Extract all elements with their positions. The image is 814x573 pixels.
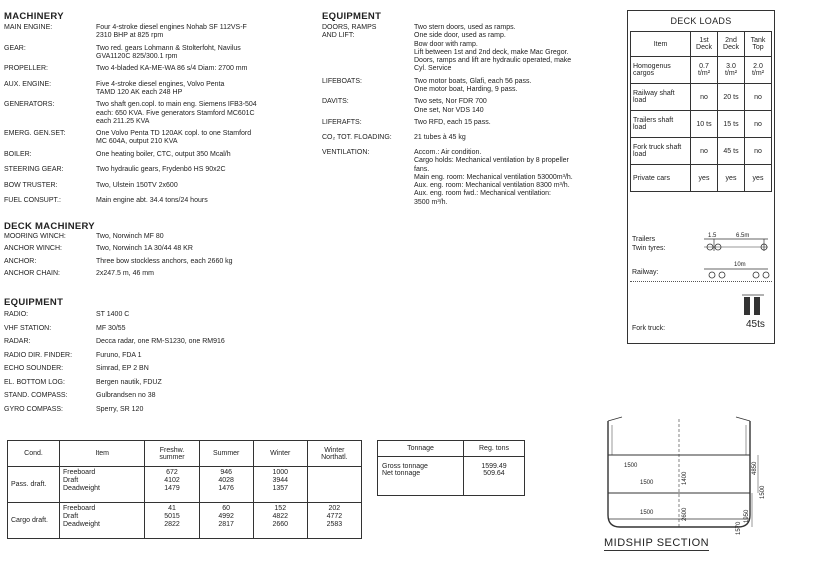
- spec-value-line: One motor boat, Harding, 9 pass.: [414, 86, 518, 94]
- ton-item-net: Net tonnage: [382, 470, 421, 477]
- condition-value: 4102: [164, 477, 180, 484]
- spec-label-line2: AND LIFT:: [322, 32, 355, 40]
- forktruck-load: 45ts: [746, 319, 765, 330]
- deck-load-row: [631, 57, 772, 84]
- spec-value: [96, 338, 225, 346]
- spec-label: EMERG. GEN.SET:: [4, 130, 66, 138]
- spec-value-line: TAMD 120 AK each 248 HP: [96, 88, 183, 96]
- ton-col-item: Tonnage: [378, 441, 464, 457]
- spec-value-line: Lift between 1st and 2nd deck, make Mac Gregor.: [414, 48, 569, 56]
- condition-value: 202: [328, 505, 341, 512]
- spec-value-line: Two 4-bladed KA-ME-WA 86 s/4 Diam: 2700 mm: [96, 65, 248, 73]
- deck-load-cell-tt: no: [745, 138, 772, 165]
- spec-label: ECHO SOUNDER:: [4, 365, 64, 372]
- ton-item-gross: Gross tonnage: [382, 463, 428, 470]
- forktruck-diagram: [740, 291, 770, 321]
- equipment-right-heading: EQUIPMENT: [322, 11, 382, 22]
- condition-value: Freeboard: [63, 505, 96, 512]
- spec-value: [414, 134, 466, 142]
- condition-cell-freshw: [145, 467, 199, 503]
- spec-value-line: Bergen nautik, FDUZ: [96, 378, 162, 386]
- ton-col-value: Reg. tons: [463, 441, 524, 457]
- spec-value-line: Three bow stockless anchors, each 2660 kg: [96, 257, 233, 265]
- condition-cell-items: [60, 503, 145, 539]
- deck-load-cell-tt: no: [745, 84, 772, 111]
- condition-value: 41: [168, 505, 176, 512]
- trailer-dim1: 1.5: [708, 233, 717, 239]
- spec-value: [96, 130, 251, 147]
- dim-9: 1500: [760, 485, 766, 499]
- condition-value: Freeboard: [63, 469, 96, 476]
- spec-value: [96, 151, 231, 159]
- spec-value-line: each: 650 KVA. Five generators Stamford MC601C: [96, 109, 255, 117]
- spec-value: [96, 65, 247, 73]
- spec-value-line: Five 4-stroke diesel engines, Volvo Penta: [96, 80, 225, 88]
- dim-5: 2600: [682, 507, 688, 521]
- spec-label: BOW TRUSTER:: [4, 181, 58, 189]
- spec-label: ANCHOR CHAIN:: [4, 269, 61, 277]
- spec-value: [96, 182, 178, 190]
- spec-value-line: Aux. eng. room: Mechanical ventilation 8300 m³/h.: [414, 182, 570, 190]
- condition-value: [311, 469, 358, 477]
- dim-3: 1500: [624, 463, 638, 469]
- machinery-heading: MACHINERY: [4, 11, 64, 22]
- spec-value-line: each 211.25 KVA: [96, 117, 150, 125]
- midship-section-drawing: [588, 415, 768, 535]
- deck-load-cell-item: Private cars: [631, 165, 691, 192]
- deck-load-cell-d1: yes: [691, 165, 718, 192]
- condition-value: 2660: [272, 521, 289, 528]
- dim-7: 1950: [744, 509, 750, 523]
- deck-load-cell-d1: 10 ts: [691, 111, 718, 138]
- condition-value: 672: [166, 469, 178, 476]
- condition-value: Deadweight: [63, 485, 100, 492]
- spec-value: [96, 270, 154, 278]
- condition-value: 4772: [326, 513, 343, 520]
- spec-value-line: Cyl. Service: [414, 65, 452, 73]
- spec-label: CO₂ TOT. FLOADING:: [322, 134, 392, 141]
- railway-label: Railway:: [632, 269, 659, 276]
- spec-value: [96, 81, 224, 98]
- spec-value-line: One side door, used as ramp.: [414, 32, 506, 40]
- spec-label: LIFEBOATS:: [322, 77, 362, 85]
- spec-label: FUEL CONSUPT.:: [4, 197, 61, 205]
- spec-label: AUX. ENGINE:: [4, 80, 52, 88]
- deck-load-cell-d1: no: [691, 84, 718, 111]
- dim-8: 1570: [736, 521, 742, 535]
- dim-2: 1500: [640, 510, 654, 516]
- twin-tyres-label: Twin tyres:: [632, 245, 666, 252]
- spec-value-line: Two stern doors, used as ramps.: [414, 24, 516, 31]
- cond-col-winter-na: Winter Northatl.: [307, 441, 361, 467]
- spec-value: [96, 406, 143, 414]
- deck-load-cell-tt: 2.0 t/m²: [745, 57, 772, 84]
- condition-value: Draft: [63, 477, 79, 484]
- spec-value-line: Two, Ulstein 150TV 2x600: [96, 181, 178, 189]
- condition-cell-winter_na: [307, 503, 361, 539]
- spec-label: MAIN ENGINE:: [4, 24, 53, 31]
- tonnage-table: [377, 440, 525, 496]
- spec-value-line: Two, Norwinch MF 80: [96, 233, 164, 240]
- deck-load-cell-d2: 3.0 t/m²: [718, 57, 745, 84]
- cond-col-freshw: Freshw. summer: [145, 441, 199, 467]
- condition-value: 1479: [164, 485, 180, 492]
- condition-value: Deadweight: [63, 521, 100, 528]
- spec-value: [96, 352, 142, 360]
- dim-4: 1400: [682, 471, 688, 485]
- spec-value-line: Two motor boats, Glafi, each 56 pass.: [414, 77, 532, 85]
- spec-value-line: MC 604A, output 210 KVA: [96, 138, 178, 146]
- spec-value: [96, 311, 129, 319]
- dim-6: 4850: [752, 461, 758, 475]
- spec-value-line: Two red. gears Lohmann & Stolterfoht, Navilus: [96, 44, 241, 52]
- spec-value: [96, 233, 164, 241]
- deck-load-cell-d2: 45 ts: [718, 138, 745, 165]
- spec-value-line: ST 1400 C: [96, 311, 130, 318]
- condition-cell-winter: [253, 467, 307, 503]
- spec-value: [96, 245, 193, 253]
- spec-value-line: Sperry, SR 120: [96, 405, 144, 413]
- condition-row: [8, 503, 362, 539]
- spec-value-line: Aux. eng. room fwd.: Mechanical ventilation:: [414, 190, 551, 198]
- deck-load-cell-tt: no: [745, 111, 772, 138]
- spec-label: ANCHOR WINCH:: [4, 245, 62, 253]
- spec-label: RADIO:: [4, 311, 29, 318]
- trailer-dim2: 6.5m: [736, 233, 750, 239]
- deck-load-cell-d2: 15 ts: [718, 111, 745, 138]
- spec-value-line: Two shaft gen.copl. to main eng. Siemens IFB3-504: [96, 101, 257, 109]
- condition-value: 2583: [326, 521, 343, 528]
- railway-dim: 10m: [734, 262, 746, 268]
- condition-row: [8, 467, 362, 503]
- railway-axle-diagram: [700, 259, 772, 281]
- deck-loads-panel: [627, 10, 775, 344]
- spec-value: [414, 78, 532, 95]
- spec-value: [414, 98, 487, 115]
- condition-cell-freshw: [145, 503, 199, 539]
- condition-value: [311, 485, 358, 493]
- condition-table: [7, 440, 362, 539]
- deck-load-cell-d2: 20 ts: [718, 84, 745, 111]
- spec-value: [96, 24, 247, 41]
- spec-label: GYRO COMPASS:: [4, 405, 63, 413]
- deck-loads-table: [630, 31, 772, 192]
- condition-value: 1357: [272, 485, 289, 492]
- spec-value-line: Accom.: Air condition.: [414, 149, 482, 156]
- cond-col-item: Item: [60, 441, 145, 467]
- spec-value-line: Main engine abt. 34.4 tons/24 hours: [96, 197, 208, 205]
- deck-col-1st: 1st Deck: [691, 32, 718, 57]
- spec-value-line: One Volvo Penta TD 120AK copl. to one Stamford: [96, 130, 252, 138]
- deck-col-2nd: 2nd Deck: [718, 32, 745, 57]
- condition-value: 3944: [272, 477, 289, 484]
- cond-col-summer: Summer: [199, 441, 253, 467]
- spec-value-line: 21 tubes à 45 kg: [414, 134, 466, 141]
- spec-value: [96, 392, 156, 400]
- condition-value: 4028: [218, 477, 234, 484]
- spec-value: [96, 258, 233, 266]
- deck-load-row: [631, 84, 772, 111]
- spec-label: PROPELLER:: [4, 65, 48, 73]
- spec-label: VENTILATION:: [322, 149, 370, 156]
- spec-label: RADAR:: [4, 338, 31, 345]
- spec-label: BOILER:: [4, 150, 32, 158]
- spec-value-line: Four 4-stroke diesel engines Nohab SF 112VS-F: [96, 24, 247, 31]
- ton-items: [378, 457, 464, 496]
- deck-load-cell-d1: no: [691, 138, 718, 165]
- spec-value-line: Cargo holds: Mechanical ventilation by 8 propeller: [414, 157, 569, 165]
- midship-section-title: MIDSHIP SECTION: [604, 537, 710, 549]
- deck-load-row: [631, 138, 772, 165]
- trailer-axle-diagram: [700, 229, 772, 255]
- spec-value-line: Bow door with ramp.: [414, 40, 478, 48]
- cond-col-cond: Cond.: [8, 441, 60, 467]
- deck-load-row: [631, 165, 772, 192]
- spec-value-line: GVA1120C 825/300.1 rpm: [96, 52, 178, 60]
- condition-value: [311, 477, 358, 485]
- deck-load-cell-d1: 0.7 t/m²: [691, 57, 718, 84]
- deck-load-cell-tt: yes: [745, 165, 772, 192]
- spec-value: [96, 101, 257, 126]
- condition-value: 4822: [272, 513, 289, 520]
- deck-load-cell-d2: yes: [718, 165, 745, 192]
- spec-label: DAVITS:: [322, 98, 349, 106]
- spec-value-line: fans.: [414, 165, 430, 173]
- condition-cell-summer: [199, 503, 253, 539]
- railway-divider: [630, 281, 772, 282]
- spec-value: [96, 365, 149, 373]
- spec-value: [414, 24, 571, 74]
- spec-value-line: 2x247.5 m, 46 mm: [96, 269, 154, 277]
- spec-value-line: Decca radar, one RM-S1230, one RM916: [96, 338, 225, 345]
- ton-value-net: 509.64: [483, 470, 505, 477]
- condition-value: 5015: [164, 513, 180, 520]
- spec-value: [96, 379, 162, 387]
- spec-value-line: Simrad, EP 2 BN: [96, 365, 149, 372]
- spec-label: VHF STATION:: [4, 324, 52, 332]
- condition-value: 60: [222, 505, 231, 512]
- spec-value-line: Two, Norwinch 1A 30/44 48 KR: [96, 245, 193, 253]
- condition-value: 152: [274, 505, 287, 512]
- spec-value: [414, 119, 491, 127]
- spec-label: STAND. COMPASS:: [4, 392, 68, 399]
- ton-value-gross: 1599.49: [481, 463, 507, 470]
- spec-value-line: Gulbrandsen no 38: [96, 392, 156, 399]
- forktruck-label: Fork truck:: [632, 325, 666, 332]
- spec-value-line: Two sets, Nor FDR 700: [414, 98, 487, 106]
- spec-value-line: MF 30/55: [96, 324, 126, 332]
- spec-value-line: 2310 BHP at 825 rpm: [96, 32, 164, 40]
- spec-label: EL. BOTTOM LOG:: [4, 378, 65, 386]
- deck-loads-heading: DECK LOADS: [670, 16, 732, 26]
- equipment-left-heading: EQUIPMENT: [4, 297, 64, 308]
- condition-value: 1000: [272, 469, 289, 476]
- spec-value-line: Doors, ramps and lift are hydraulic operated, make: [414, 57, 572, 65]
- deck-col-item: Item: [631, 32, 691, 57]
- deck-load-cell-item: Trailers shaft load: [631, 111, 691, 138]
- spec-value-line: 3500 m³/h.: [414, 198, 448, 206]
- spec-label: DOORS, RAMPS: [322, 24, 377, 31]
- condition-value: 946: [220, 469, 232, 476]
- condition-cell-winter: [253, 503, 307, 539]
- spec-value: [414, 149, 573, 207]
- spec-value-line: Furuno, FDA 1: [96, 351, 142, 359]
- deck-col-tank: Tank Top: [745, 32, 772, 57]
- dim-1: 1500: [640, 480, 654, 486]
- spec-value-line: One set, Nor VDS 140: [414, 106, 484, 114]
- spec-value: [96, 197, 208, 205]
- condition-value: 1476: [218, 485, 234, 492]
- condition-value: 4992: [218, 513, 234, 520]
- spec-label: GEAR:: [4, 44, 26, 52]
- deck-load-cell-item: Fork truck shaft load: [631, 138, 691, 165]
- deck-load-cell-item: Homogenus cargos: [631, 57, 691, 84]
- condition-name: Cargo draft.: [8, 503, 60, 539]
- spec-value-line: One heating boiler, CTC, output 350 Mcal/h: [96, 150, 231, 158]
- spec-label: MOORING WINCH:: [4, 233, 66, 240]
- condition-name: Pass. draft.: [8, 467, 60, 503]
- condition-cell-winter_na: [307, 467, 361, 503]
- spec-value-line: Two hydraulic gears, Frydenbö HS 90x2C: [96, 166, 226, 174]
- spec-label: GENERATORS:: [4, 101, 55, 109]
- condition-cell-items: [60, 467, 145, 503]
- spec-value-line: Main eng. room: Mechanical ventilation 53000m³/h.: [414, 173, 573, 181]
- trailers-label: Trailers: [632, 236, 656, 243]
- condition-value: 2817: [218, 521, 234, 528]
- deck-load-row: [631, 111, 772, 138]
- condition-value: Draft: [63, 513, 79, 520]
- spec-value: [96, 325, 126, 333]
- spec-label: STEERING GEAR:: [4, 166, 64, 174]
- spec-value-line: Two RFD, each 15 pass.: [414, 119, 491, 126]
- spec-label: ANCHOR:: [4, 257, 37, 265]
- ton-values: [463, 457, 524, 496]
- spec-label: LIFERAFTS:: [322, 119, 362, 126]
- condition-cell-summer: [199, 467, 253, 503]
- deck-machinery-heading: DECK MACHINERY: [4, 221, 95, 232]
- cond-col-winter: Winter: [253, 441, 307, 467]
- spec-value: [96, 166, 226, 174]
- condition-value: 2822: [164, 521, 180, 528]
- deck-load-cell-item: Railway shaft load: [631, 84, 691, 111]
- spec-value: [96, 45, 241, 62]
- spec-label: RADIO DIR. FINDER:: [4, 351, 73, 359]
